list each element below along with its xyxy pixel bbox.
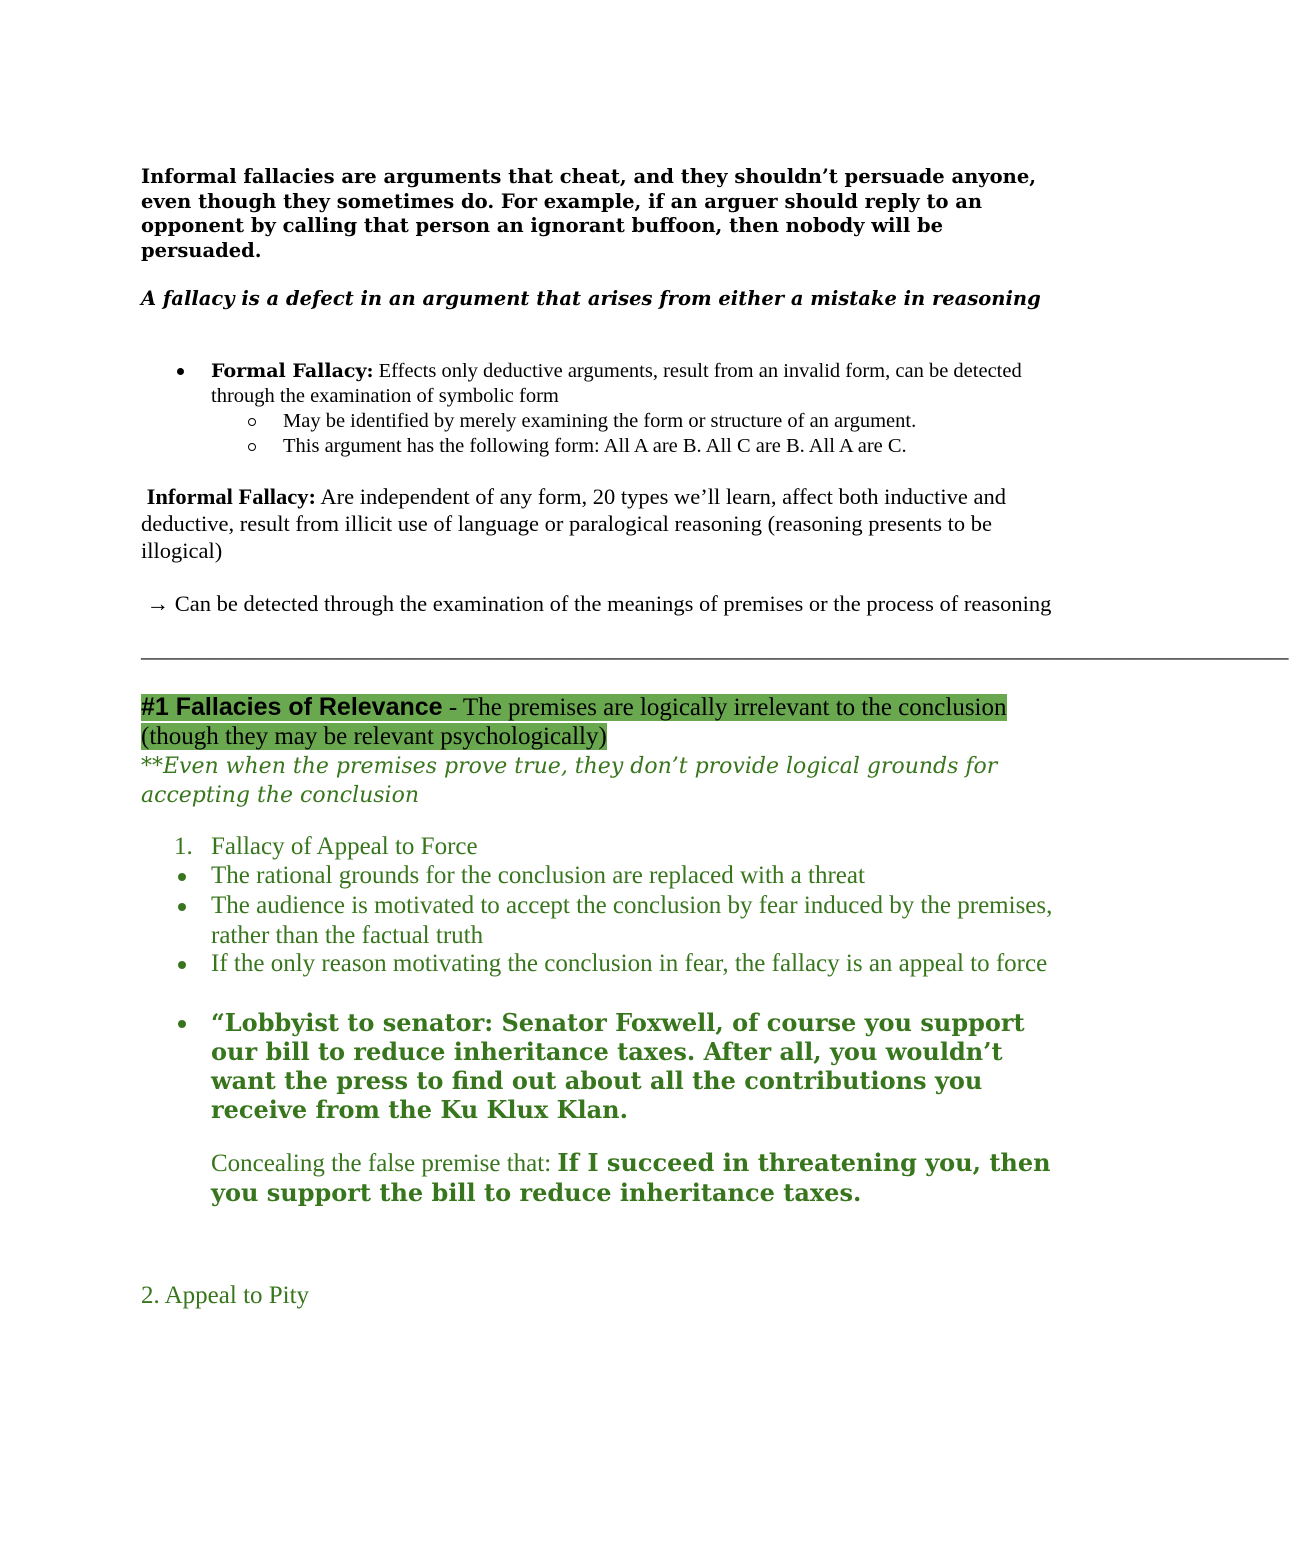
bullet-icon [178, 903, 186, 911]
list-number: 1. [174, 833, 193, 860]
relevance-heading [141, 693, 1061, 751]
informal-fallacy-paragraph [141, 483, 1061, 564]
appeal-to-force-title: Fallacy of Appeal to Force [211, 833, 478, 860]
bullet-icon [178, 1020, 186, 1028]
list-item: If the only reason motivating the conclusion in fear, the fallacy is an appeal to force [211, 950, 1048, 977]
sub-bullet-icon [248, 418, 256, 426]
formal-sub-item: This argument has the following form: All A are B. All C are B. All A are C. [283, 435, 907, 457]
concealed-premise [211, 1148, 1071, 1208]
concealed-premise-text: If I succeed in threatening you, then you support the bill to reduce inheritance taxes. [211, 1148, 1051, 1207]
detection-note [141, 590, 1061, 617]
concealed-premise-prefix: Concealing the false premise that: [211, 1150, 558, 1177]
bullet-icon [177, 368, 184, 375]
relevance-note: **Even when the premises prove true, they don’t provide logical grounds for accepting the conclusion [141, 754, 998, 808]
informal-fallacy-description: Are independent of any form, 20 types we’ll learn, affect both inductive and deductive, result from illicit use of language or paralogical reasoning (reasoning presents to be illogical) [141, 484, 1006, 563]
informal-fallacy-term: Informal Fallacy: [146, 484, 316, 509]
intro-paragraph: Informal fallacies are arguments that cheat, and they shouldn’t persuade anyone, even though they sometimes do. For example, if an arguer should reply to an opponent by calling that person an ignorant buffoon, then nobody will be persuaded. [141, 165, 1037, 262]
list-item: The audience is motivated to accept the conclusion by fear induced by the premises, rather than the factual truth [211, 892, 1053, 949]
fallacy-definition: A fallacy is a defect in an argument that arises from either a mistake in reasoning [141, 287, 1041, 310]
bullet-icon [178, 961, 186, 969]
formal-fallacy-term: Formal Fallacy: [211, 360, 374, 382]
list-item: The rational grounds for the conclusion are replaced with a threat [211, 862, 865, 889]
separator-line: ——————————————————————————————————————————————————— [141, 644, 1289, 669]
sub-bullet-icon [248, 443, 256, 451]
relevance-description: - The premises are logically irrelevant to the conclusion (though they may be relevant psychologically) [141, 694, 1007, 750]
formal-fallacy-description: Effects only deductive arguments, result from an invalid form, can be detected through the examination of symbolic form [211, 360, 1022, 407]
formal-sub-item: May be identified by merely examining the form or structure of an argument. [283, 410, 917, 432]
appeal-to-pity-heading: 2. Appeal to Pity [141, 1282, 310, 1309]
relevance-term: #1 Fallacies of Relevance [141, 693, 443, 721]
example-quote: “Lobbyist to senator: Senator Foxwell, of course you support our bill to reduce inheritance taxes. After all, you wouldn’t want the press to find out about all the contributions you receive from the Ku Klux Klan. [211, 1008, 1025, 1124]
formal-fallacy-item [211, 359, 1061, 409]
bullet-icon [178, 873, 186, 881]
detection-note-text: → Can be detected through the examination of the meanings of premises or the process of reasoning [146, 591, 1052, 616]
